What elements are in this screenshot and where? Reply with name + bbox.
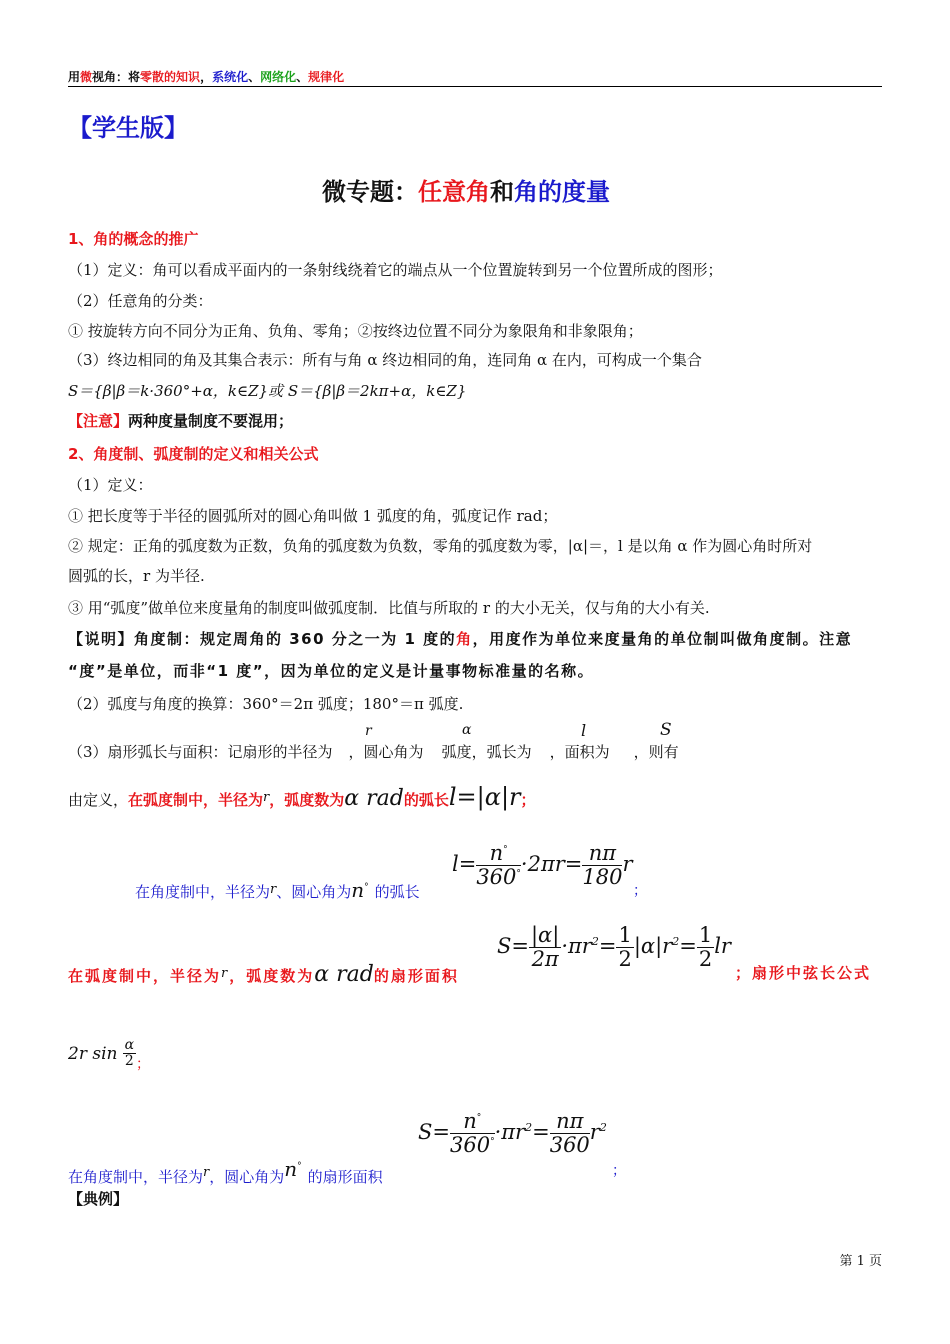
symbol-S: S [660, 720, 672, 740]
header-text: 系统化 [212, 70, 249, 84]
paragraph: ① 把长度等于半径的圆弧所对的圆心角叫做 1 弧度的角，弧度记作 rad； [68, 507, 558, 525]
formula-line: S＝{β|β＝k·360°+α，k∈Z}或 S＝{β|β＝2kπ+α，k∈Z} [68, 382, 467, 400]
title-red: 任意角 [418, 178, 490, 206]
description: “度”是单位，而非“1 度”，因为单位的定义是计量事物标准量的名称。 [68, 662, 595, 680]
text: 的弧长 [374, 883, 420, 901]
math-alpha-rad: α rad [344, 786, 404, 811]
header-text: 用 [68, 70, 81, 84]
section-heading: 1、角的概念的推广 [68, 230, 199, 248]
paragraph: （3）终边相同的角及其集合表示：所有与角 α 终边相同的角，连同角 α 在内，可构成一个集合 [68, 351, 702, 369]
note-tag: 【注意】 [68, 412, 129, 430]
formula-area-degree-text: 在角度制中，半径为r，圆心角为n°的扇形面积 [68, 1157, 383, 1186]
header-text: 零散的知识 [140, 70, 201, 84]
title-blue: 角的度量 [514, 178, 610, 206]
paragraph: ① 按旋转方向不同分为正角、负角、零角；②按终边位置不同分为象限角和非象限角； [68, 322, 643, 340]
text: 的扇形面积 [307, 1168, 383, 1186]
text: ，面积为 [549, 743, 610, 761]
paragraph: ③ 用“弧度”做单位来度量角的制度叫做弧度制．比值与所取的 r 的大小无关，仅与角的大小有关. [68, 599, 710, 617]
text: 在角度制中，半径为 [135, 883, 271, 901]
text-red: 在弧度制中，半径为 [128, 791, 264, 809]
math-area-degree: S= $\frac{n^\circ}{360^\circ}$ $\cdot\pi r^2=$ $\frac{n\pi}{360}$ $r^2$ [418, 1109, 607, 1158]
math-alpha-rad: α rad [314, 962, 374, 987]
paragraph [68, 741, 679, 762]
paragraph: （2）弧度与角度的换算：360°＝2π 弧度；180°＝π 弧度. [68, 695, 464, 713]
desc-text: 角度制：规定周角的 360 分之一为 1 度的 [134, 630, 457, 648]
text: （3）扇形弧长与面积：记扇形的半径为 [68, 743, 333, 761]
math-chord: 2r sin [68, 1043, 118, 1064]
header-rule [68, 86, 882, 87]
paragraph: 圆弧的长，r 为半径. [68, 567, 205, 585]
symbol-l: l [581, 721, 587, 740]
text-red: 的弧长 [403, 791, 449, 809]
page-number: 第 1 页 [839, 1254, 882, 1269]
text: 在角度制中，半径为 [68, 1168, 204, 1186]
title-prefix: 微专题： [322, 178, 418, 206]
formula-arc-radian [68, 783, 536, 811]
header-text: ， [200, 70, 213, 84]
symbol-r: r [263, 790, 270, 805]
text: 的扇形面积 [373, 967, 459, 985]
text-red: ； [520, 791, 536, 809]
description [68, 628, 852, 649]
desc-red: 角 [456, 630, 473, 648]
formula-chord: 2r sin $\frac{\alpha}{2}$ ； [68, 1037, 151, 1073]
semicolon: ； [633, 883, 647, 899]
examples-tag: 【典例】 [68, 1190, 129, 1208]
text-red: ，弧度数为 [269, 791, 345, 809]
formula-area-radian-text [68, 962, 459, 987]
text: 在弧度制中，半径为 [68, 967, 222, 985]
desc-tag: 【说明】 [68, 630, 135, 648]
header-text: 微 [80, 70, 93, 84]
text: ，圆心角为 [348, 743, 424, 761]
paragraph: （1）定义：角可以看成平面内的一条射线绕着它的端点从一个位置旋转到另一个位置所成的图形； [68, 261, 723, 279]
desc-text: ，用度作为单位来度量角的单位制叫做角度制。注意 [472, 630, 853, 648]
math-arc-length: l=|α|r [448, 783, 521, 811]
note-text: 两种度量制度不要混用； [128, 412, 294, 430]
symbol-r: r [270, 882, 277, 897]
semicolon: ； [612, 1163, 626, 1179]
paragraph: ② 规定：正角的弧度数为正数，负角的弧度数为负数，零角的弧度数为零，|α|＝，l 是以角 α 作为圆心角时所对 [68, 537, 813, 555]
text: 、圆心角为 [276, 883, 352, 901]
text: 由定义， [68, 791, 129, 809]
symbol-r: r [203, 1165, 210, 1180]
header-text: 网络化 [260, 70, 297, 84]
page-title [322, 172, 610, 207]
text: 弧度，弧长为 [441, 743, 532, 761]
version-label: 【学生版】 [68, 114, 188, 142]
paragraph: （2）任意角的分类： [68, 292, 213, 310]
section-heading: 2、角度制、弧度制的定义和相关公式 [68, 445, 319, 463]
symbol-r: r [365, 723, 372, 739]
semicolon: ； [136, 1056, 151, 1073]
symbol-alpha: α [462, 722, 472, 738]
note [68, 410, 293, 431]
math-area-radian: S= $\frac{|\alpha|}{2\pi}$ $\cdot\pi r^2=$ $\frac{1}{2}$ $|\alpha|r^2=$ $\frac{1}{2}$ lr [497, 923, 731, 972]
text: ，则有 [633, 743, 679, 761]
paragraph: （1）定义： [68, 476, 153, 494]
header-text: 视角：将 [92, 70, 141, 84]
text: ，弧度数为 [229, 967, 315, 985]
title-mid: 和 [490, 178, 514, 206]
symbol-r: r [221, 966, 230, 981]
math-arc-degree: l= $\frac{n^\circ}{360^\circ}$ ·2πr= $\frac{n\pi}{180}$ r [452, 841, 633, 890]
page-header [68, 68, 344, 85]
header-text: 、 [248, 70, 261, 84]
chord-label: ；扇形中弦长公式 [735, 964, 872, 982]
formula-arc-degree-text: 在角度制中，半径为r、圆心角为n° 的弧长 [135, 878, 420, 902]
text: ，圆心角为 [209, 1168, 285, 1186]
header-text: 、 [296, 70, 309, 84]
header-text: 规律化 [308, 70, 345, 84]
